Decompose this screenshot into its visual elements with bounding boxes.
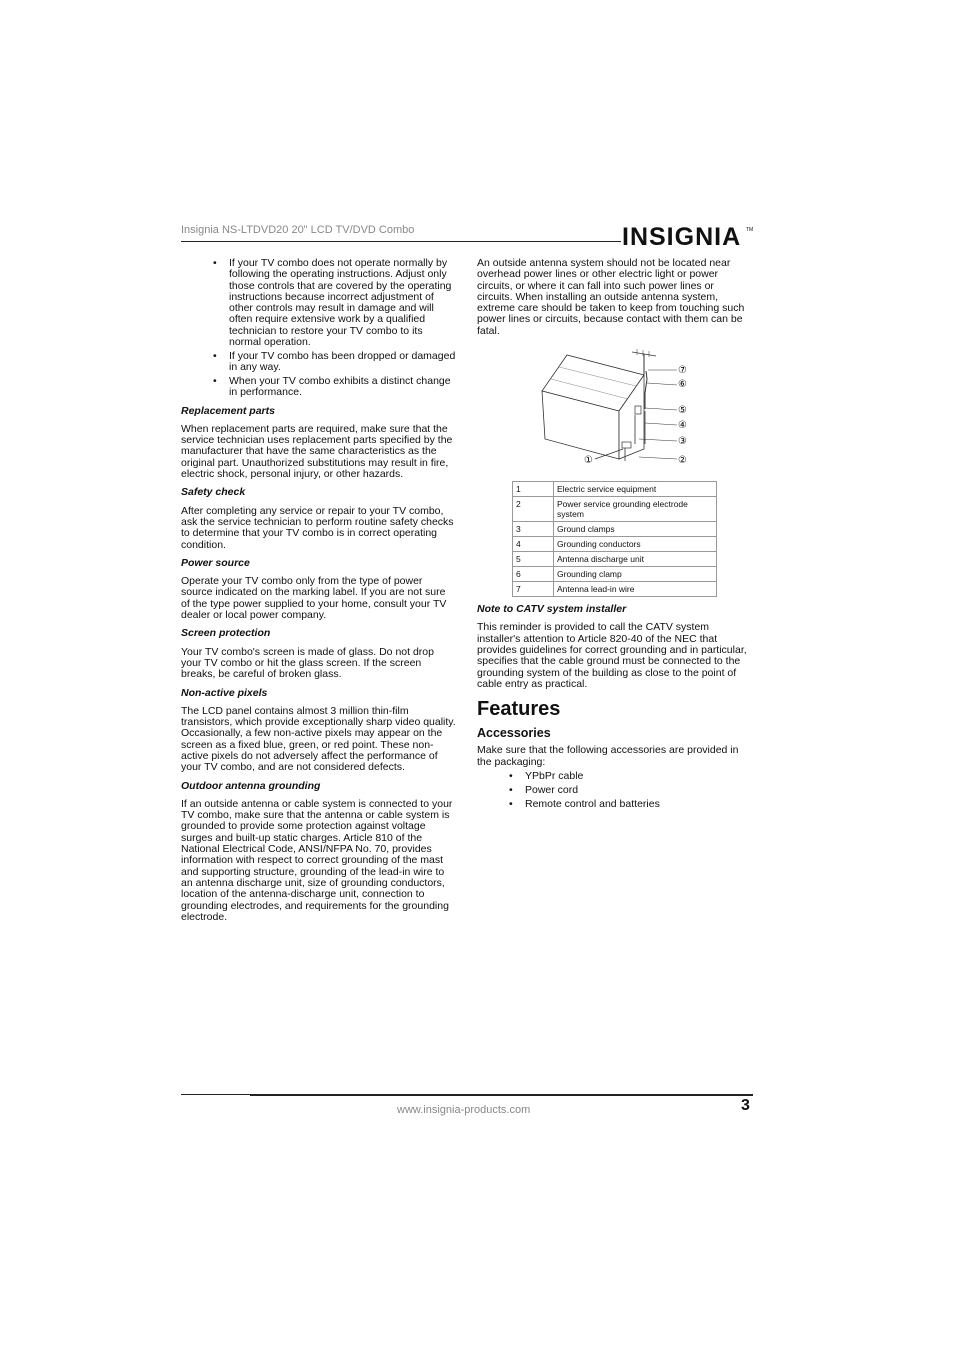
section-text: The LCD panel contains almost 3 million thin-film transistors, which provide exceptionally sharp video quality. Occasionally, a few non-active pixels may appear on the screen as a fixed blue, green, or red point. These non-active pixels do not adversely affect the performance of your TV combo, and are not considered defects. xyxy=(181,704,456,774)
diagram-marker: ⑦ xyxy=(678,365,687,377)
table-row: 5 Antenna discharge unit xyxy=(513,552,717,567)
section-text: If an outside antenna or cable system is connected to your TV combo, make sure that the antenna or cable system is grounded to provide some protection against voltage surges and built-up static charges. Article 810 of the National Electrical Code, ANSI/NFPA No. 70, provides information with respect to correct grounding of the mast and supporting structure, grounding of the lead-in wire to an antenna discharge unit, size of grounding conductors, location of the antenna-discharge unit, connection to grounding electrodes, and requirements for the grounding electrode. xyxy=(181,797,453,923)
list-item: • Power cord xyxy=(509,785,752,796)
list-item: • If your TV combo does not operate normally by following the operating instructions. Adjust only those controls that are covered by the operating instructions because incorrect adjustment of other controls may result in damage and will often require extensive work by a qualified technician to restore your TV combo to its normal operation. xyxy=(213,258,456,348)
section-heading: Non-active pixels xyxy=(181,686,268,699)
header-rule xyxy=(181,241,621,242)
diagram-marker: ② xyxy=(678,455,687,467)
logo-text: INSIGNIA xyxy=(622,223,742,251)
left-column xyxy=(181,258,456,923)
section-heading: Note to CATV system installer xyxy=(477,603,627,616)
table-row: 6 Grounding clamp xyxy=(513,567,717,582)
header-title: Insignia NS-LTDVD20 20" LCD TV/DVD Combo xyxy=(181,224,415,236)
diagram-legend-table xyxy=(512,481,717,597)
list-item: • YPbPr cable xyxy=(509,771,752,782)
section-heading: Replacement parts xyxy=(181,404,275,417)
diagram-marker: ⑤ xyxy=(678,405,687,417)
footer-rule-accent xyxy=(250,1094,753,1096)
table-row: 7 Antenna lead-in wire xyxy=(513,582,717,597)
list-item: • If your TV combo has been dropped or damaged in any way. xyxy=(213,351,456,374)
antenna-grounding-diagram xyxy=(539,349,699,473)
section-heading: Safety check xyxy=(181,486,246,499)
table-row: 1 Electric service equipment xyxy=(513,482,717,497)
table-row: 3 Ground clamps xyxy=(513,522,717,537)
list-item: • Remote control and batteries xyxy=(509,799,752,810)
section-text: Operate your TV combo only from the type of power source indicated on the marking label. If you are not sure of the type power supplied to your home, consult your TV dealer or local power company. xyxy=(181,575,447,622)
accessories-list xyxy=(509,771,752,810)
condition-bullets xyxy=(213,258,456,399)
features-heading: Features xyxy=(477,698,561,721)
section-text: Your TV combo's screen is made of glass. Do not drop your TV combo or hit the glass screen. If the screen breaks, be careful of broken glass. xyxy=(181,645,434,681)
catv-note-text: This reminder is provided to call the CATV system installer's attention to Article 820-40 of the NEC that provides guidelines for correct grounding and in particular, specifies that the cable ground must be connected to the grounding system of the building as close to the point of cable entry as practical. xyxy=(477,621,747,690)
section-heading: Screen protection xyxy=(181,627,271,640)
section-text: When replacement parts are required, make sure that the service technician uses replacement parts specified by the manufacturer that have the same characteristics as the original part. Unauthorized substitutions may result in fire, electric shock, personal injury, or other hazards. xyxy=(181,422,453,481)
diagram-marker: ④ xyxy=(678,420,687,432)
logo-tm: TM xyxy=(746,227,754,233)
section-heading: Power source xyxy=(181,556,250,569)
diagram-marker: ⑥ xyxy=(678,379,687,391)
accessories-intro: Make sure that the following accessories are provided in the packaging: xyxy=(477,744,739,768)
diagram-marker: ③ xyxy=(678,436,687,448)
diagram-marker: ① xyxy=(584,455,593,467)
list-item: • When your TV combo exhibits a distinct change in performance. xyxy=(213,376,456,399)
section-heading: Outdoor antenna grounding xyxy=(181,779,321,792)
footer-url: www.insignia-products.com xyxy=(397,1104,531,1116)
right-column xyxy=(477,258,752,812)
table-row: 4 Grounding conductors xyxy=(513,537,717,552)
section-text: After completing any service or repair to your TV combo, ask the service technician to perform routine safety checks to determine that your TV combo is in correct operating condition. xyxy=(181,504,454,551)
accessories-heading: Accessories xyxy=(477,726,551,741)
table-row: 2 Power service grounding electrode system xyxy=(513,497,717,522)
insignia-logo xyxy=(622,219,754,251)
antenna-warning-text: An outside antenna system should not be located near overhead power lines or other electric light or power circuits, or where it can fall into such power lines or circuits. When installing an outside antenna system, extreme care should be taken to keep from touching such power lines or circuits, because contact with them can be fatal. xyxy=(477,257,745,337)
page-number: 3 xyxy=(741,1097,750,1114)
